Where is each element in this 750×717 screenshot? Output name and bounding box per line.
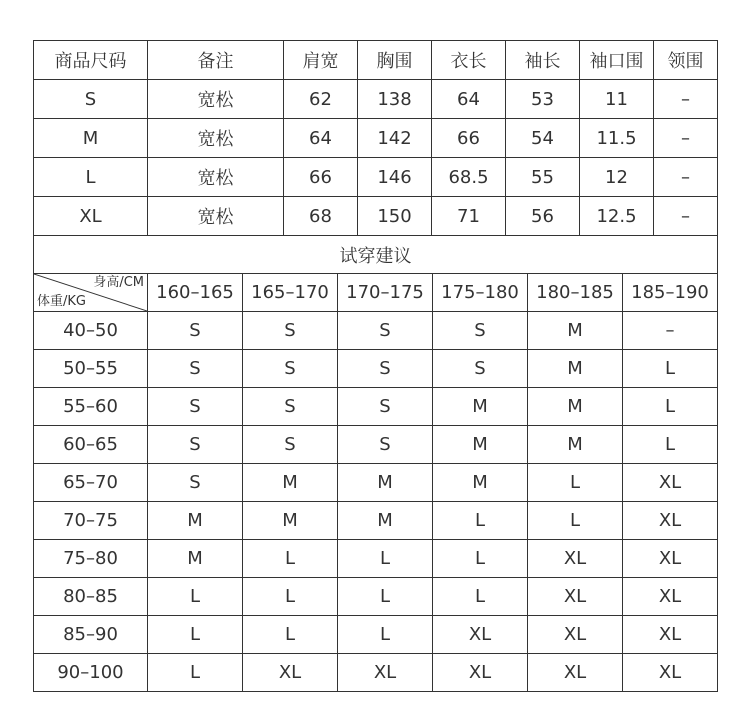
suggested-size-cell: S xyxy=(148,426,243,464)
size-cell: XL xyxy=(34,197,148,236)
suggested-size-cell: XL xyxy=(243,654,338,692)
suggested-size-cell: XL xyxy=(623,616,718,654)
suggested-size-cell: XL xyxy=(528,578,623,616)
suggested-size-cell: L xyxy=(338,540,433,578)
suggested-size-cell: S xyxy=(243,388,338,426)
size-cell: 12.5 xyxy=(580,197,654,236)
suggested-size-cell: M xyxy=(528,350,623,388)
size-cell: 62 xyxy=(284,80,358,119)
fit-suggestion-table xyxy=(33,235,718,692)
suggested-size-cell: S xyxy=(148,350,243,388)
fit-row xyxy=(34,502,718,540)
suggested-size-cell: M xyxy=(243,502,338,540)
suggested-size-cell: L xyxy=(148,616,243,654)
suggested-size-cell: S xyxy=(148,312,243,350)
size-cell: 66 xyxy=(284,158,358,197)
size-cell: 宽松 xyxy=(148,119,284,158)
fit-row xyxy=(34,654,718,692)
size-cell: 11 xyxy=(580,80,654,119)
size-row xyxy=(34,158,718,197)
size-row xyxy=(34,197,718,236)
fit-row xyxy=(34,312,718,350)
size-header-row xyxy=(34,41,718,80)
size-header-cell: 商品尺码 xyxy=(34,41,148,80)
suggested-size-cell: L xyxy=(338,616,433,654)
weight-range-cell: 55–60 xyxy=(34,388,148,426)
size-header-cell: 胸围 xyxy=(358,41,432,80)
size-cell: 宽松 xyxy=(148,80,284,119)
size-cell: 66 xyxy=(432,119,506,158)
suggested-size-cell: S xyxy=(338,388,433,426)
size-cell: 11.5 xyxy=(580,119,654,158)
size-cell: M xyxy=(34,119,148,158)
size-header-cell: 袖长 xyxy=(506,41,580,80)
suggested-size-cell: L xyxy=(148,578,243,616)
suggested-size-cell: M xyxy=(528,426,623,464)
suggested-size-cell: M xyxy=(338,502,433,540)
weight-range-cell: 75–80 xyxy=(34,540,148,578)
weight-range-cell: 85–90 xyxy=(34,616,148,654)
size-cell: 53 xyxy=(506,80,580,119)
suggested-size-cell: M xyxy=(433,426,528,464)
suggested-size-cell: L xyxy=(243,578,338,616)
suggested-size-cell: L xyxy=(243,540,338,578)
weight-range-cell: 65–70 xyxy=(34,464,148,502)
suggested-size-cell: S xyxy=(338,426,433,464)
size-cell: 150 xyxy=(358,197,432,236)
size-cell: 56 xyxy=(506,197,580,236)
suggested-size-cell: L xyxy=(528,464,623,502)
suggested-size-cell: M xyxy=(148,502,243,540)
suggested-size-cell: XL xyxy=(528,654,623,692)
suggested-size-cell: S xyxy=(148,388,243,426)
size-cell: – xyxy=(654,80,718,119)
suggested-size-cell: S xyxy=(243,312,338,350)
corner-header-cell xyxy=(34,274,148,312)
suggested-size-cell: – xyxy=(623,312,718,350)
suggested-size-cell: XL xyxy=(623,654,718,692)
size-cell: 宽松 xyxy=(148,158,284,197)
size-header-cell: 备注 xyxy=(148,41,284,80)
suggested-size-cell: XL xyxy=(623,540,718,578)
size-cell: – xyxy=(654,119,718,158)
size-header-cell: 袖口围 xyxy=(580,41,654,80)
suggested-size-cell: L xyxy=(338,578,433,616)
corner-weight-label: 体重/KG xyxy=(37,294,86,309)
suggested-size-cell: M xyxy=(433,464,528,502)
weight-range-cell: 40–50 xyxy=(34,312,148,350)
size-cell: 68 xyxy=(284,197,358,236)
weight-range-cell: 70–75 xyxy=(34,502,148,540)
size-cell: – xyxy=(654,158,718,197)
suggested-size-cell: L xyxy=(623,350,718,388)
size-header-cell: 领围 xyxy=(654,41,718,80)
fit-row xyxy=(34,540,718,578)
suggested-size-cell: XL xyxy=(528,540,623,578)
size-cell: 68.5 xyxy=(432,158,506,197)
suggested-size-cell: S xyxy=(148,464,243,502)
suggested-size-cell: M xyxy=(148,540,243,578)
suggested-size-cell: M xyxy=(528,388,623,426)
size-cell: 64 xyxy=(284,119,358,158)
size-cell: 12 xyxy=(580,158,654,197)
suggested-size-cell: M xyxy=(338,464,433,502)
size-cell: – xyxy=(654,197,718,236)
suggested-size-cell: S xyxy=(433,312,528,350)
height-range-header: 160–165 xyxy=(148,274,243,312)
suggested-size-cell: S xyxy=(433,350,528,388)
size-header-cell: 衣长 xyxy=(432,41,506,80)
height-range-header: 165–170 xyxy=(243,274,338,312)
weight-range-cell: 80–85 xyxy=(34,578,148,616)
fit-section-title: 试穿建议 xyxy=(34,236,718,274)
suggested-size-cell: L xyxy=(243,616,338,654)
corner-height-label: 身高/CM xyxy=(93,275,144,290)
weight-range-cell: 60–65 xyxy=(34,426,148,464)
suggested-size-cell: XL xyxy=(623,502,718,540)
suggested-size-cell: L xyxy=(528,502,623,540)
fit-row xyxy=(34,616,718,654)
fit-row xyxy=(34,464,718,502)
fit-row xyxy=(34,350,718,388)
suggested-size-cell: XL xyxy=(623,578,718,616)
fit-row xyxy=(34,388,718,426)
weight-range-cell: 90–100 xyxy=(34,654,148,692)
size-cell: 146 xyxy=(358,158,432,197)
size-cell: 55 xyxy=(506,158,580,197)
size-cell: 54 xyxy=(506,119,580,158)
suggested-size-cell: XL xyxy=(623,464,718,502)
suggested-size-cell: XL xyxy=(433,654,528,692)
size-cell: 138 xyxy=(358,80,432,119)
suggested-size-cell: M xyxy=(433,388,528,426)
suggested-size-cell: S xyxy=(338,312,433,350)
height-range-header: 185–190 xyxy=(623,274,718,312)
size-cell: L xyxy=(34,158,148,197)
suggested-size-cell: XL xyxy=(338,654,433,692)
size-chart-table xyxy=(33,40,718,236)
suggested-size-cell: S xyxy=(338,350,433,388)
suggested-size-cell: S xyxy=(243,350,338,388)
size-cell: 142 xyxy=(358,119,432,158)
fit-row xyxy=(34,426,718,464)
suggested-size-cell: L xyxy=(433,578,528,616)
suggested-size-cell: S xyxy=(243,426,338,464)
size-cell: 64 xyxy=(432,80,506,119)
size-cell: S xyxy=(34,80,148,119)
suggested-size-cell: M xyxy=(243,464,338,502)
fit-row xyxy=(34,578,718,616)
height-range-header: 180–185 xyxy=(528,274,623,312)
suggested-size-cell: XL xyxy=(433,616,528,654)
suggested-size-cell: L xyxy=(623,388,718,426)
suggested-size-cell: L xyxy=(433,540,528,578)
size-row xyxy=(34,119,718,158)
size-cell: 71 xyxy=(432,197,506,236)
size-header-cell: 肩宽 xyxy=(284,41,358,80)
suggested-size-cell: L xyxy=(148,654,243,692)
suggested-size-cell: M xyxy=(528,312,623,350)
weight-range-cell: 50–55 xyxy=(34,350,148,388)
suggested-size-cell: L xyxy=(433,502,528,540)
size-cell: 宽松 xyxy=(148,197,284,236)
suggested-size-cell: XL xyxy=(528,616,623,654)
size-row xyxy=(34,80,718,119)
height-range-header: 175–180 xyxy=(433,274,528,312)
height-range-header: 170–175 xyxy=(338,274,433,312)
suggested-size-cell: L xyxy=(623,426,718,464)
